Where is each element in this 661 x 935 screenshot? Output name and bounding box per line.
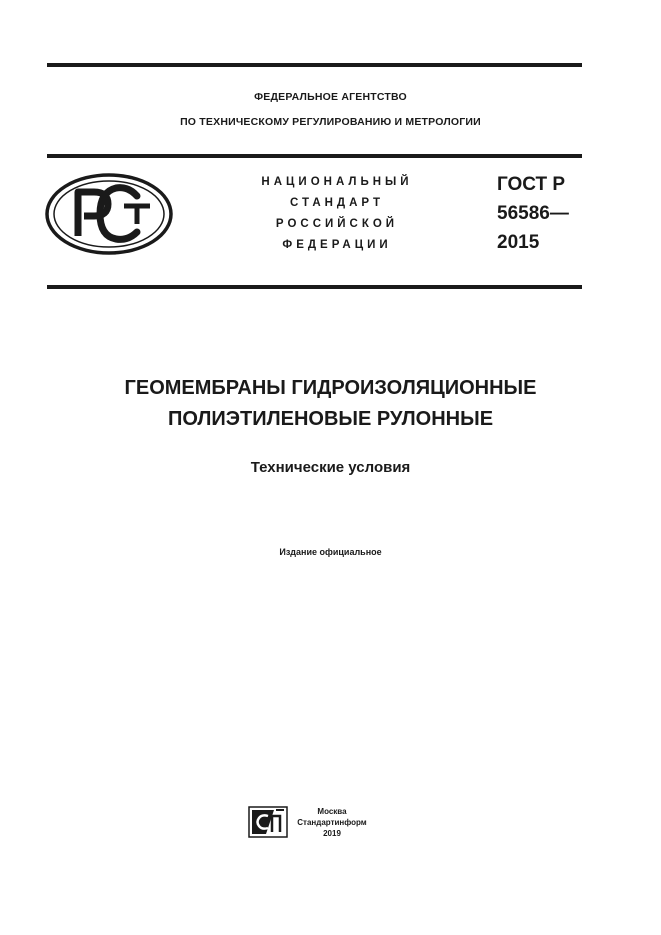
header-rule (47, 154, 582, 158)
title-line-1: ГЕОМЕМБРАНЫ ГИДРОИЗОЛЯЦИОННЫЕ (124, 377, 537, 399)
publisher-year: 2019 (323, 829, 341, 838)
standard-line-national: НАЦИОНАЛЬНЫЙ (261, 176, 413, 188)
standartinform-logo-icon (248, 806, 288, 838)
gost-number (497, 170, 569, 257)
document-title (0, 373, 661, 435)
gost-code: 56586— (497, 203, 569, 224)
section-rule (47, 285, 582, 289)
publisher-city: Москва (317, 807, 347, 816)
standard-designation (237, 172, 437, 256)
standard-line-standard: СТАНДАРТ (290, 197, 384, 209)
standard-line-russian: РОССИЙСКОЙ (275, 218, 399, 230)
gost-prefix: ГОСТ Р (497, 174, 566, 195)
agency-line-1: ФЕДЕРАЛЬНОЕ АГЕНТСТВО (254, 91, 407, 103)
rst-certification-logo-icon (44, 172, 174, 256)
gost-year: 2015 (497, 232, 540, 253)
document-subtitle: Технические условия (250, 459, 411, 476)
edition-label: Издание официальное (279, 547, 382, 557)
standard-line-federation: ФЕДЕРАЦИИ (282, 239, 392, 251)
publisher-name: Стандартинформ (297, 818, 367, 827)
top-rule (47, 63, 582, 67)
title-line-2: ПОЛИЭТИЛЕНОВЫЕ РУЛОННЫЕ (167, 408, 494, 430)
agency-line-2: ПО ТЕХНИЧЕСКОМУ РЕГУЛИРОВАНИЮ И МЕТРОЛОГИИ (180, 116, 481, 128)
publisher-info (296, 806, 368, 839)
